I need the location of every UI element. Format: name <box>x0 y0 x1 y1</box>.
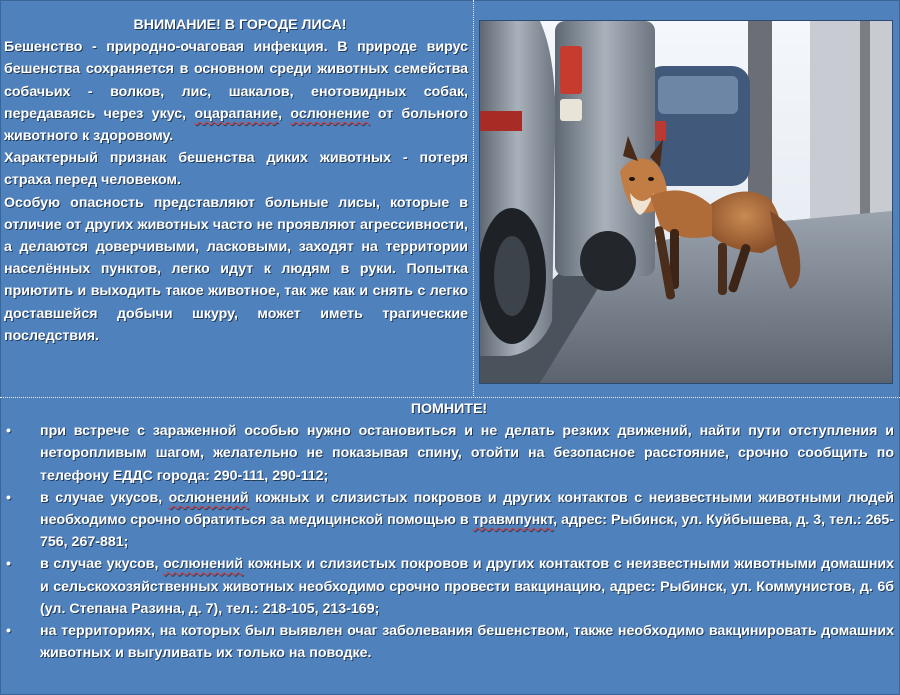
text-run: кожных и слизистых покровов и других контактов с неизвестными животными домашних и сельскохозяйственных животных необходимо срочно провести вакцинацию, адрес: Рыбинск, ул. Коммунистов, д. 6б (ул. Степана Разина, д. 7), тел.: 218-105, 213-169; <box>40 556 895 617</box>
text-run: в случае укусов, <box>40 556 164 573</box>
vertical-divider <box>473 0 474 398</box>
spellcheck-word: оцарапание <box>194 105 279 122</box>
remember-block <box>4 398 894 664</box>
list-item <box>4 553 894 620</box>
text-run: , <box>278 105 291 122</box>
text-run: на территориях, на которых был выявлен очаг заболевания бешенством, также необходимо вакцинировать домашних животных и выгуливать их только на поводке. <box>40 623 894 662</box>
bullet-icon: • <box>6 489 11 506</box>
bullet-icon: • <box>6 623 11 640</box>
text-run: , адрес: Рыбинск, ул. Куйбышева, д. 3, тел.: 265-756, 267-881; <box>40 512 894 551</box>
list-item <box>4 620 894 664</box>
text-run: в случае укусов, <box>40 489 169 506</box>
text-run: кожных и слизистых покровов и других контактов с неизвестными животными людей необходимо срочно обратиться за медицинской помощью в <box>40 489 894 529</box>
spellcheck-word: ослюнение <box>290 105 370 122</box>
text-run: от больного животного к здоровому. <box>4 105 468 145</box>
remember-list <box>4 420 894 664</box>
fox-photo-icon <box>480 21 892 383</box>
spellcheck-word: ослюнений <box>168 489 249 506</box>
list-item <box>4 487 894 554</box>
bullet-icon: • <box>6 556 11 573</box>
text-run: Бешенство - природно-очаговая инфекция. В природе вирус бешенства сохраняется в основном среди животных семейства собачьих - волков, лис, шакалов, енотовидных собак, передаваясь через укус, <box>4 39 468 122</box>
fox-photo <box>479 20 893 384</box>
paragraph-symptom: Характерный признак бешенства диких животных - потеря страха перед человеком. <box>4 150 468 189</box>
warning-text-block <box>4 14 468 394</box>
paragraph-danger: Особую опасность представляют больные лисы, которые в отличие от других животных часто не проявляют агрессивности, а делаются доверчивыми, ласковыми, заходят на территории населённых пунктов, легко идут к людям в руки. Попытка приютить и выходить такое животное, так же как и снять с легко доставшейся добычи шкуру, может иметь трагические последствия. <box>4 194 468 344</box>
text-run: при встрече с зараженной особью нужно остановиться и не делать резких движений, найти пути отступления и неторопливым шагом, желательно не показывая спину, отойти на безопасное расстояние, срочно сообщить по телефону ЕДДС города: 290-111, 290-112; <box>40 423 894 484</box>
spellcheck-word: ослюнений <box>163 556 244 573</box>
paragraph-rabies-definition <box>4 36 468 147</box>
spellcheck-word: травмпункт <box>472 512 554 529</box>
list-item <box>4 420 894 487</box>
bullet-icon: • <box>6 423 11 440</box>
remember-title: ПОМНИТЕ! <box>410 401 488 417</box>
warning-title: ВНИМАНИЕ! В ГОРОДЕ ЛИСА! <box>133 17 347 33</box>
